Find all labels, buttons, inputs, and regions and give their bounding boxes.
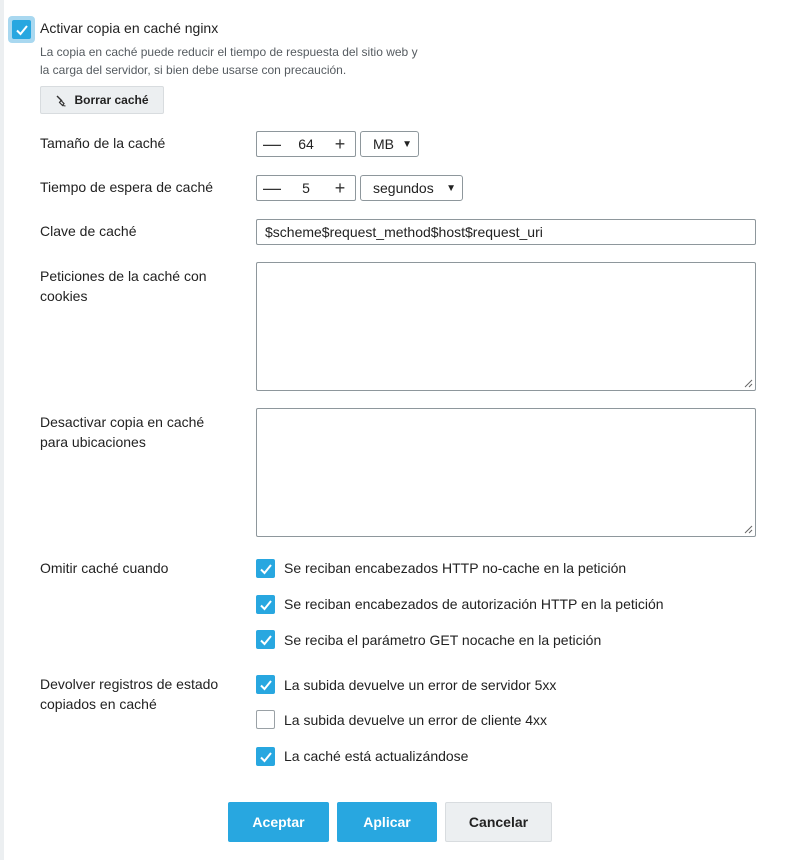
cookie-requests-textarea[interactable]	[256, 262, 756, 391]
checkmark-icon	[259, 750, 273, 764]
left-edge-rule	[0, 0, 4, 860]
cache-size-unit-value: MB	[373, 136, 394, 152]
enable-cache-label[interactable]: Activar copia en caché nginx	[40, 20, 219, 36]
cache-timeout-unit-select[interactable]	[360, 175, 463, 201]
checkmark-icon	[259, 678, 273, 692]
bypass-authorization-label[interactable]: Se reciban encabezados de autorización HTTP en la petición	[284, 596, 664, 612]
chevron-down-icon: ▼	[402, 138, 412, 150]
checkmark-icon	[15, 23, 29, 37]
stale-4xx-label[interactable]: La subida devuelve un error de cliente 4xx	[284, 712, 548, 728]
cache-size-label: Tamaño de la caché	[40, 135, 166, 151]
disable-locations-label-1: Desactivar copia en caché	[40, 414, 205, 430]
bypass-authorization-checkbox[interactable]	[256, 595, 275, 614]
decrement-icon[interactable]: —	[263, 134, 281, 154]
stale-5xx-checkbox[interactable]	[256, 675, 275, 694]
cancel-button[interactable]: Cancelar	[445, 802, 552, 842]
stale-updating-label[interactable]: La caché está actualizándose	[284, 748, 469, 764]
increment-icon[interactable]: +	[334, 134, 346, 154]
apply-button[interactable]: Aplicar	[337, 802, 437, 842]
checkmark-icon	[259, 633, 273, 647]
bypass-nocache-checkbox[interactable]	[256, 559, 275, 578]
stale-updating-checkbox[interactable]	[256, 747, 275, 766]
stale-5xx-label[interactable]: La subida devuelve un error de servidor 5xx	[284, 677, 557, 693]
cache-size-value[interactable]: 64	[298, 136, 314, 152]
bypass-nocache-label[interactable]: Se reciban encabezados HTTP no-cache en la petición	[284, 560, 627, 576]
enable-cache-checkbox-focus[interactable]	[8, 16, 35, 43]
bypass-cache-label: Omitir caché cuando	[40, 560, 169, 576]
decrement-icon[interactable]: —	[263, 178, 281, 198]
enable-cache-description-2: la carga del servidor, si bien debe usarse con precaución.	[40, 63, 347, 77]
cache-key-label: Clave de caché	[40, 223, 137, 239]
stale-label-2: copiados en caché	[40, 696, 157, 712]
clear-cache-label: Borrar caché	[74, 93, 149, 107]
disable-locations-textarea[interactable]	[256, 408, 756, 537]
cache-timeout-label: Tiempo de espera de caché	[40, 179, 214, 195]
brush-icon	[55, 94, 68, 107]
clear-cache-button[interactable]	[40, 86, 164, 114]
bypass-get-nocache-label[interactable]: Se reciba el parámetro GET nocache en la petición	[284, 632, 602, 648]
resize-grip-icon[interactable]	[744, 525, 753, 534]
cache-timeout-value[interactable]: 5	[302, 180, 310, 196]
ok-button[interactable]: Aceptar	[228, 802, 329, 842]
bypass-get-nocache-checkbox[interactable]	[256, 630, 275, 649]
increment-icon[interactable]: +	[334, 178, 346, 198]
disable-locations-label-2: para ubicaciones	[40, 434, 146, 450]
cache-timeout-unit-value: segundos	[373, 180, 434, 196]
cookie-requests-label-1: Peticiones de la caché con	[40, 268, 207, 284]
stale-4xx-checkbox[interactable]	[256, 710, 275, 729]
resize-grip-icon[interactable]	[744, 379, 753, 388]
enable-cache-description-1: La copia en caché puede reducir el tiempo de respuesta del sitio web y	[40, 45, 418, 59]
checkmark-icon	[259, 562, 273, 576]
cache-size-unit-select[interactable]	[360, 131, 419, 157]
checkmark-icon	[259, 598, 273, 612]
cache-key-input[interactable]: $scheme$request_method$host$request_uri	[256, 219, 756, 245]
chevron-down-icon: ▼	[446, 182, 456, 194]
stale-label-1: Devolver registros de estado	[40, 676, 219, 692]
cache-timeout-stepper[interactable]	[256, 175, 356, 201]
cache-size-stepper[interactable]	[256, 131, 356, 157]
enable-cache-checkbox[interactable]	[12, 20, 31, 39]
cookie-requests-label-2: cookies	[40, 288, 88, 304]
